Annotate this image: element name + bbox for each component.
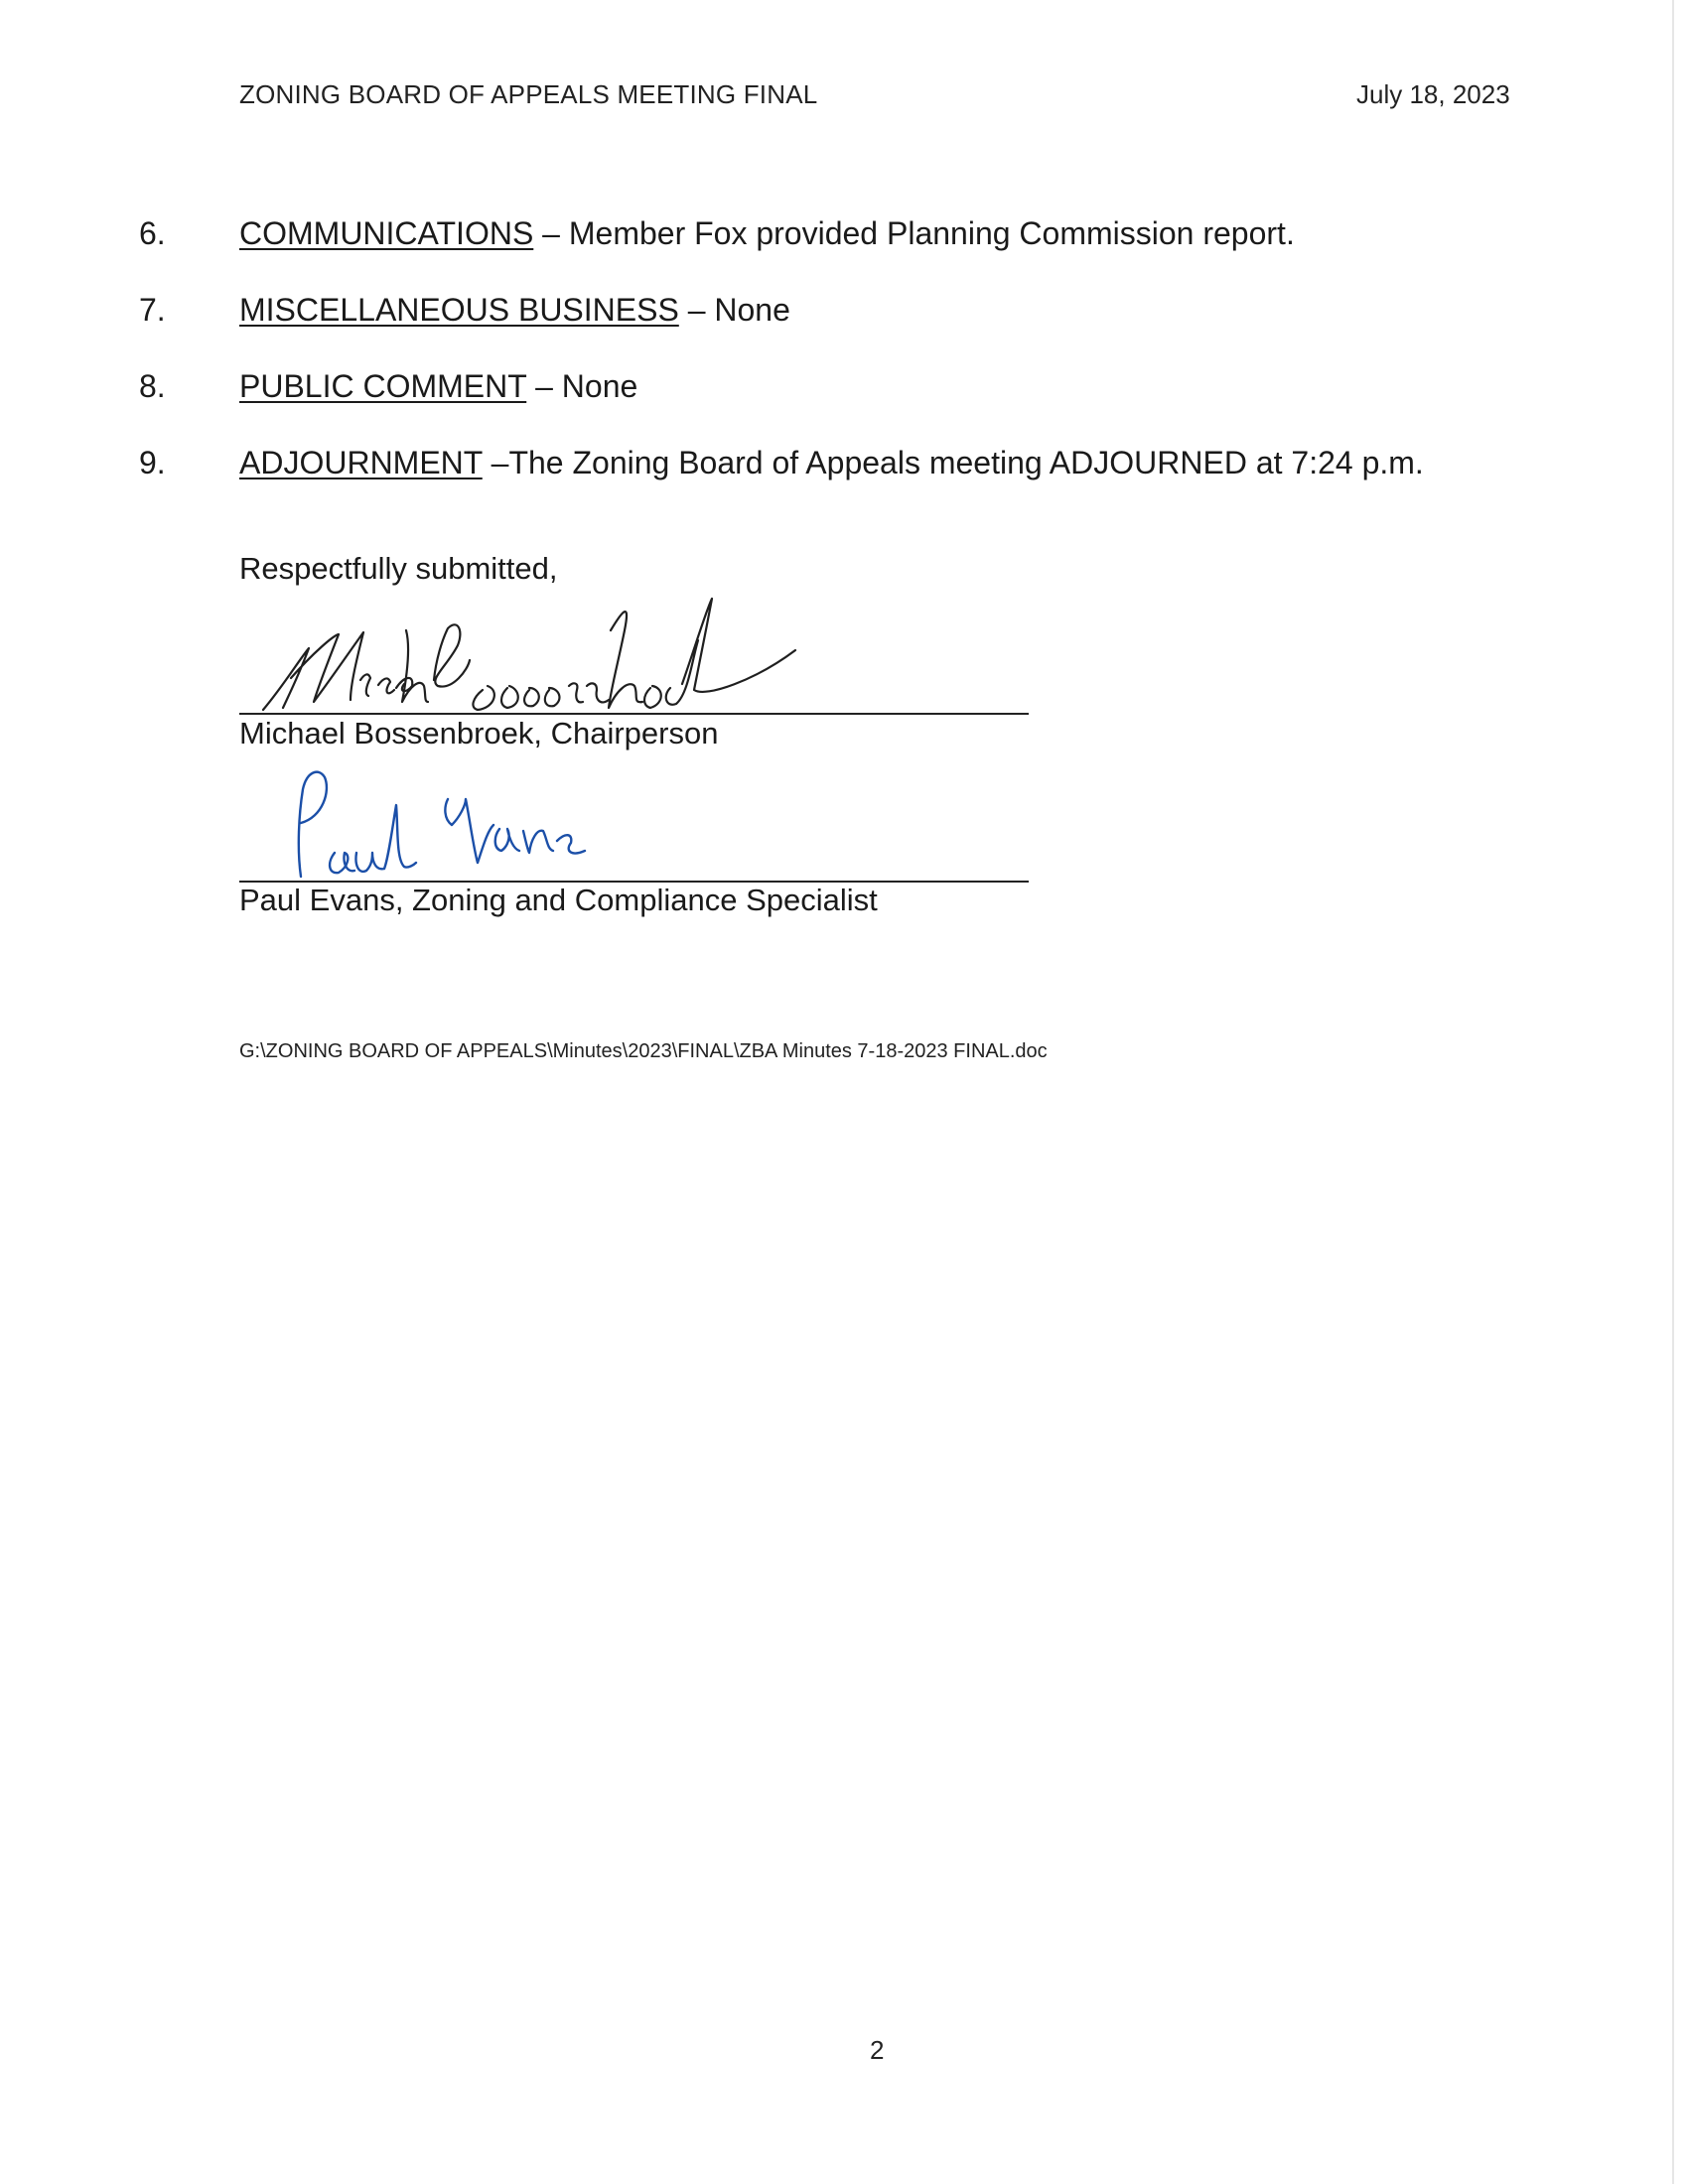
item-heading: ADJOURNMENT: [239, 445, 483, 480]
item-heading: MISCELLANEOUS BUSINESS: [239, 292, 679, 328]
item-body: [239, 445, 1424, 481]
chairperson-name: Michael Bossenbroek, Chairperson: [239, 716, 719, 751]
signature-line: [239, 713, 1029, 715]
file-path-footer: G:\ZONING BOARD OF APPEALS\Minutes\2023\FINAL\ZBA Minutes 7-18-2023 FINAL.doc: [239, 1040, 1048, 1062]
chairperson-handwritten-signature: [239, 591, 1029, 715]
page-number: 2: [870, 2035, 885, 2065]
item-text: –The Zoning Board of Appeals meeting ADJOURNED at 7:24 p.m.: [482, 445, 1424, 480]
item-body: [239, 215, 1295, 252]
closing-text: Respectfully submitted,: [239, 551, 558, 586]
item-number: 9.: [139, 445, 166, 480]
specialist-name: Paul Evans, Zoning and Compliance Specialist: [239, 883, 878, 917]
specialist-handwritten-signature: [239, 759, 1029, 884]
chairperson-signature-block: [239, 591, 1029, 754]
item-text: – None: [526, 368, 638, 404]
item-heading: COMMUNICATIONS: [239, 215, 534, 251]
item-text: – None: [678, 292, 790, 328]
item-body: [239, 368, 637, 405]
header-date: July 18, 2023: [1356, 79, 1510, 109]
item-heading: PUBLIC COMMENT: [239, 368, 527, 404]
item-number: 7.: [139, 292, 166, 328]
header-title: ZONING BOARD OF APPEALS MEETING FINAL: [239, 79, 818, 109]
item-number: 8.: [139, 368, 166, 404]
item-number: 6.: [139, 215, 166, 251]
item-text: – Member Fox provided Planning Commission report.: [533, 215, 1295, 251]
item-body: [239, 292, 790, 329]
specialist-signature-block: [239, 759, 1029, 923]
page-edge-shadow: [1672, 0, 1674, 2184]
